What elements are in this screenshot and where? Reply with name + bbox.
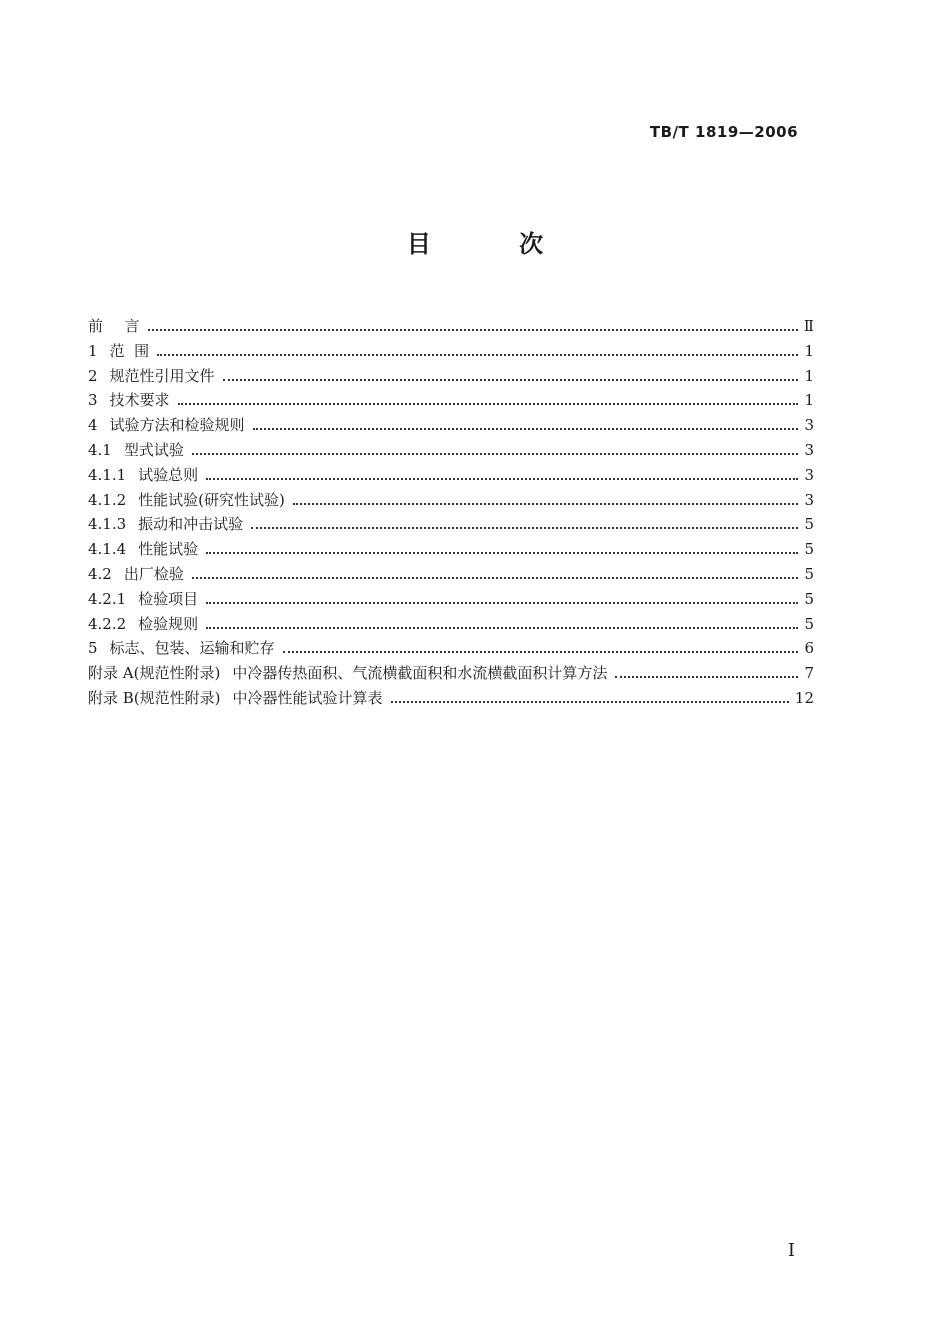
dot-leader: [206, 551, 798, 554]
toc-entry-label: 性能试验: [138, 540, 199, 559]
dot-leader: [148, 328, 798, 331]
toc-entry-inspection-rules[interactable]: [88, 612, 814, 637]
standard-code: TB/T 1819—2006: [649, 123, 798, 141]
toc-entry-label: 技术要求: [109, 391, 170, 410]
toc-entry-page: 3: [804, 416, 814, 435]
toc-entry-number: 5: [88, 639, 98, 658]
toc-entry-page: Ⅱ: [803, 317, 814, 335]
toc-entry-number: 4.1.4: [88, 540, 127, 559]
dot-leader: [253, 427, 798, 430]
toc-entry-label: 性能试验(研究性试验): [138, 490, 285, 509]
toc-entry-number: 4.2: [88, 564, 112, 583]
toc-entry-label: 规范性引用文件: [109, 366, 215, 385]
toc-entry-number: 3: [88, 391, 98, 410]
toc-entry-label: 检验项目: [138, 589, 199, 608]
toc-entry-page: 6: [804, 639, 814, 658]
toc-entry-page: 5: [804, 515, 814, 534]
dot-leader: [223, 378, 798, 381]
dot-leader: [293, 502, 798, 505]
toc-entry-page: 3: [804, 490, 814, 509]
toc-entry-page: 3: [804, 465, 814, 484]
toc-entry-number: 4.1.3: [88, 515, 127, 534]
toc-entry-label: 出厂检验: [123, 564, 184, 583]
toc-entry-label: 范 围: [109, 341, 150, 360]
toc-entry-page: 1: [804, 341, 814, 360]
toc-entry-page: 1: [804, 391, 814, 410]
toc-entry-type-test[interactable]: [88, 438, 814, 463]
toc-entry-number: 4.1.2: [88, 490, 127, 509]
toc-entry-page: 1: [804, 366, 814, 385]
toc-entry-number: 前: [88, 317, 104, 335]
table-of-contents: [88, 314, 814, 711]
dot-leader: [391, 700, 789, 703]
toc-entry-label: 中冷器性能试验计算表: [232, 688, 383, 707]
toc-entry-general-test[interactable]: [88, 463, 814, 488]
toc-entry-page: 5: [804, 540, 814, 559]
toc-entry-page: 12: [794, 688, 814, 707]
dot-leader: [206, 477, 798, 480]
toc-entry-vibration-shock-test[interactable]: [88, 512, 814, 537]
toc-entry-number: 附录 A(规范性附录): [88, 664, 221, 683]
toc-entry-label: 振动和冲击试验: [138, 515, 244, 534]
toc-entry-label: 标志、包装、运输和贮存: [109, 639, 275, 658]
dot-leader: [178, 402, 798, 405]
toc-entry-page: 5: [804, 589, 814, 608]
page-title: 目 次: [406, 230, 584, 258]
dot-leader: [206, 601, 798, 604]
dot-leader: [192, 452, 798, 455]
dot-leader: [283, 650, 798, 653]
dot-leader: [251, 526, 798, 529]
toc-entry-performance-test[interactable]: [88, 537, 814, 562]
toc-entry-number: 4: [88, 416, 98, 435]
toc-entry-page: 5: [804, 614, 814, 633]
toc-entry-number: 附录 B(规范性附录): [88, 688, 221, 707]
toc-entry-label: 检验规则: [138, 614, 199, 633]
dot-leader: [192, 576, 798, 579]
toc-entry-foreword[interactable]: [88, 314, 814, 339]
toc-entry-annex-a[interactable]: [88, 661, 814, 686]
toc-entry-inspection-items[interactable]: [88, 587, 814, 612]
toc-entry-number: 1: [88, 341, 98, 360]
dot-leader: [157, 353, 798, 356]
toc-entry-annex-b[interactable]: [88, 686, 814, 711]
toc-entry-normative-references[interactable]: [88, 364, 814, 389]
dot-leader: [615, 675, 798, 678]
toc-entry-number: 2: [88, 366, 98, 385]
toc-entry-test-methods[interactable]: [88, 413, 814, 438]
toc-entry-label: 型式试验: [123, 440, 184, 459]
toc-entry-number: 4.2.2: [88, 614, 127, 633]
page-number: Ⅰ: [787, 1240, 795, 1261]
toc-entry-page: 3: [804, 440, 814, 459]
toc-entry-label: 中冷器传热面积、气流横截面积和水流横截面积计算方法: [232, 664, 608, 683]
toc-entry-performance-research-test[interactable]: [88, 488, 814, 513]
toc-entry-marking-packaging[interactable]: [88, 636, 814, 661]
toc-entry-number: 4.1.1: [88, 465, 127, 484]
toc-entry-label: 言: [115, 317, 140, 335]
dot-leader: [206, 626, 798, 629]
toc-entry-scope[interactable]: [88, 339, 814, 364]
toc-entry-number: 4.1: [88, 440, 112, 459]
toc-entry-label: 试验方法和检验规则: [109, 416, 245, 435]
toc-entry-factory-inspection[interactable]: [88, 562, 814, 587]
toc-entry-number: 4.2.1: [88, 589, 127, 608]
toc-entry-technical-requirements[interactable]: [88, 388, 814, 413]
toc-entry-page: 5: [804, 564, 814, 583]
toc-entry-label: 试验总则: [138, 465, 199, 484]
toc-entry-page: 7: [804, 664, 814, 683]
